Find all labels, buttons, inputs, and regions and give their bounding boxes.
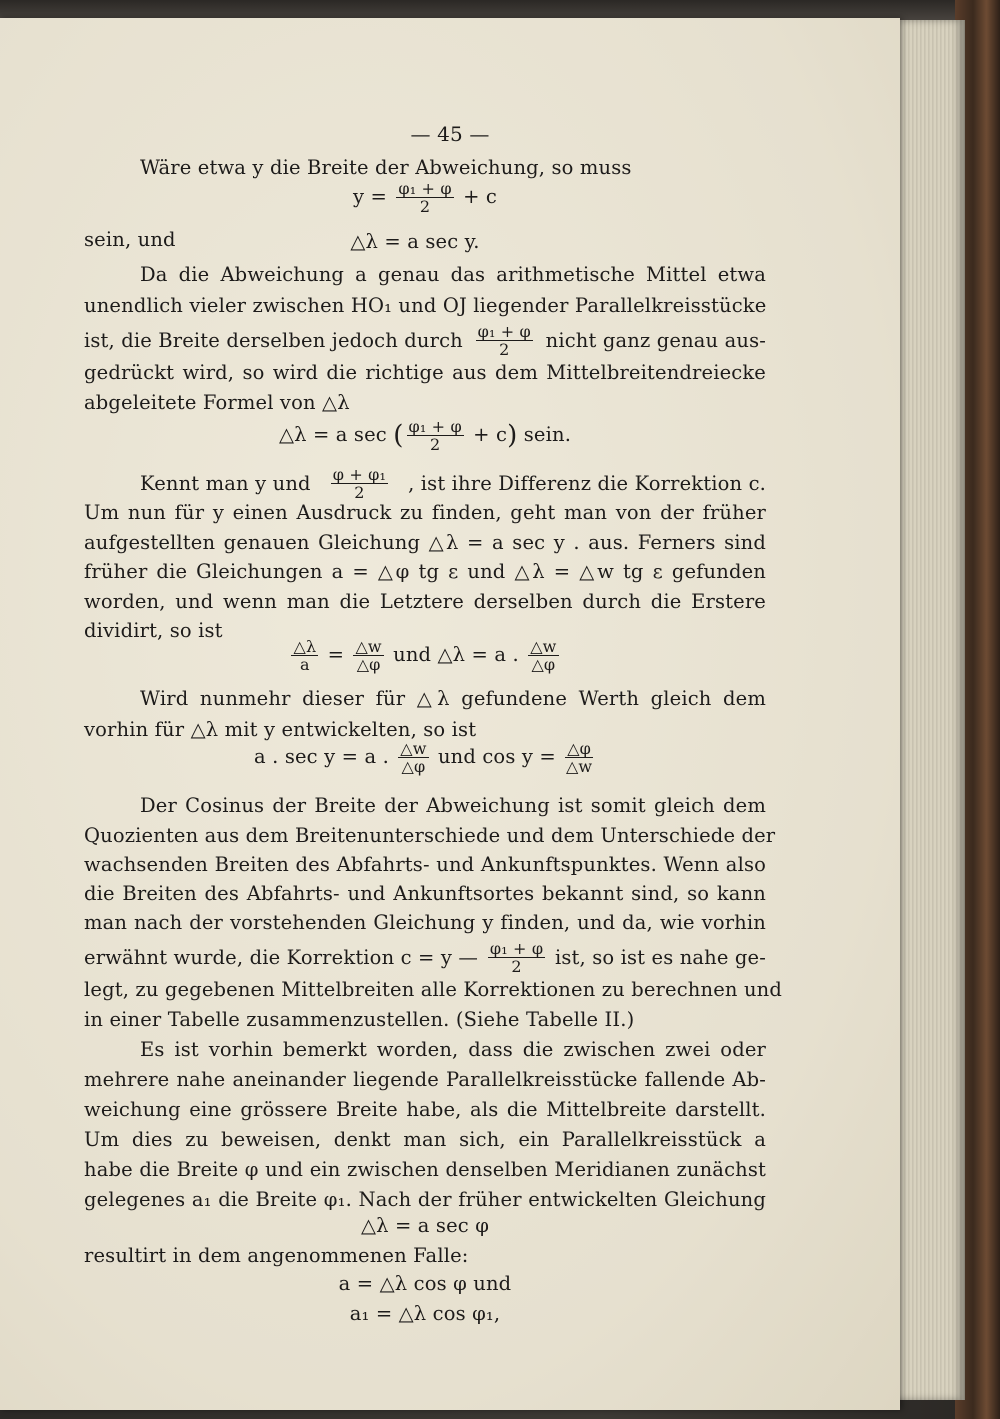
- text-line: sein, und: [84, 228, 176, 251]
- text-line: Quozienten aus dem Breitenunterschiede und dem Unterschiede der: [84, 824, 776, 847]
- text-line: unendlich vieler zwischen HO₁ und OJ liegender Parallelkreisstücke: [84, 294, 767, 317]
- text-line: Wird nunmehr dieser für △λ gefundene Werth gleich dem: [140, 687, 766, 710]
- equation: a = △λ cos φ und: [338, 1272, 512, 1295]
- text-line: legt, zu gegebenen Mittelbreiten alle Korrektionen zu berechnen und: [84, 978, 783, 1001]
- text-line: Da die Abweichung a genau das arithmetische Mittel etwa: [140, 263, 766, 286]
- text-line: worden, und wenn man die Letztere derselben durch die Erstere: [84, 590, 766, 613]
- equation: △λ = a sec y.: [350, 230, 480, 253]
- text-line: dividirt, so ist: [84, 619, 223, 642]
- text-line: Der Cosinus der Breite der Abweichung ist somit gleich dem: [140, 794, 766, 817]
- text-line: aufgestellten genauen Gleichung △λ = a sec y . aus. Ferners sind: [84, 531, 766, 554]
- text-line: habe die Breite φ und ein zwischen denselben Meridianen zunächst: [84, 1158, 766, 1181]
- text-line: wachsenden Breiten des Abfahrts- und Ankunftspunktes. Wenn also: [84, 853, 766, 876]
- text-line: Um nun für y einen Ausdruck zu finden, geht man von der früher: [84, 501, 766, 524]
- equation: y = $\frac{\text{φ₁ + φ}}{2}$ + c: [353, 179, 497, 216]
- text-line: Kennt man y und $\frac{\text{φ + φ₁}}{2}$ , ist ihre Differenz die Korrektion c.: [140, 465, 766, 502]
- text-line: früher die Gleichungen a = △φ tg ε und △λ = △w tg ε gefunden: [84, 560, 766, 583]
- text-line: erwähnt wurde, die Korrektion c = y — $\frac{\text{φ₁ + φ}}{2}$ ist, so ist es nahe ge-: [84, 939, 766, 976]
- text-line: gelegenes a₁ die Breite φ₁. Nach der früher entwickelten Gleichung: [84, 1188, 766, 1211]
- equation: a₁ = △λ cos φ₁,: [349, 1302, 501, 1325]
- text-line: vorhin für △λ mit y entwickelten, so ist: [84, 718, 477, 741]
- text-line: Um dies zu beweisen, denkt man sich, ein Parallelkreisstück a: [84, 1128, 766, 1151]
- text-line: resultirt in dem angenommenen Falle:: [84, 1244, 469, 1267]
- text-line: weichung eine grössere Breite habe, als die Mittelbreite darstellt.: [84, 1098, 766, 1121]
- equation: △λ = a sec φ: [360, 1214, 490, 1237]
- equation: a . sec y = a . $\frac{\triangle w}{\triangle\varphi}$ und cos y = $\frac{\triangle\varphi}{\triangle w}$: [254, 739, 593, 776]
- book-page: [0, 18, 900, 1410]
- text-line: ist, die Breite derselben jedoch durch $\frac{\text{φ₁ + φ}}{2}$ nicht ganz genau aus-: [84, 322, 766, 359]
- text-line: man nach der vorstehenden Gleichung y finden, und da, wie vorhin: [84, 911, 766, 934]
- text-line: abgeleitete Formel von △λ: [84, 391, 350, 414]
- equation: $\frac{\triangle\lambda}{a}$ = $\frac{\triangle w}{\triangle\varphi}$ und △λ = a . $\frac{\triangle w}{\triangle\varphi}$: [293, 637, 557, 674]
- text-line: mehrere nahe aneinander liegende Parallelkreisstücke fallende Ab-: [84, 1068, 766, 1091]
- text-line: die Breiten des Abfahrts- und Ankunftsortes bekannt sind, so kann: [84, 882, 766, 905]
- page-number: — 45 —: [410, 122, 490, 146]
- equation: △λ = a sec ( $\frac{\text{φ₁ + φ}}{2}$ + c) sein.: [278, 417, 572, 454]
- page-edges: [890, 20, 965, 1400]
- text-line: gedrückt wird, so wird die richtige aus dem Mittelbreitendreiecke: [84, 361, 766, 384]
- text-line: Es ist vorhin bemerkt worden, dass die zwischen zwei oder: [140, 1038, 766, 1061]
- text-line: in einer Tabelle zusammenzustellen. (Siehe Tabelle II.): [84, 1008, 635, 1031]
- text-line: Wäre etwa y die Breite der Abweichung, so muss: [140, 156, 632, 179]
